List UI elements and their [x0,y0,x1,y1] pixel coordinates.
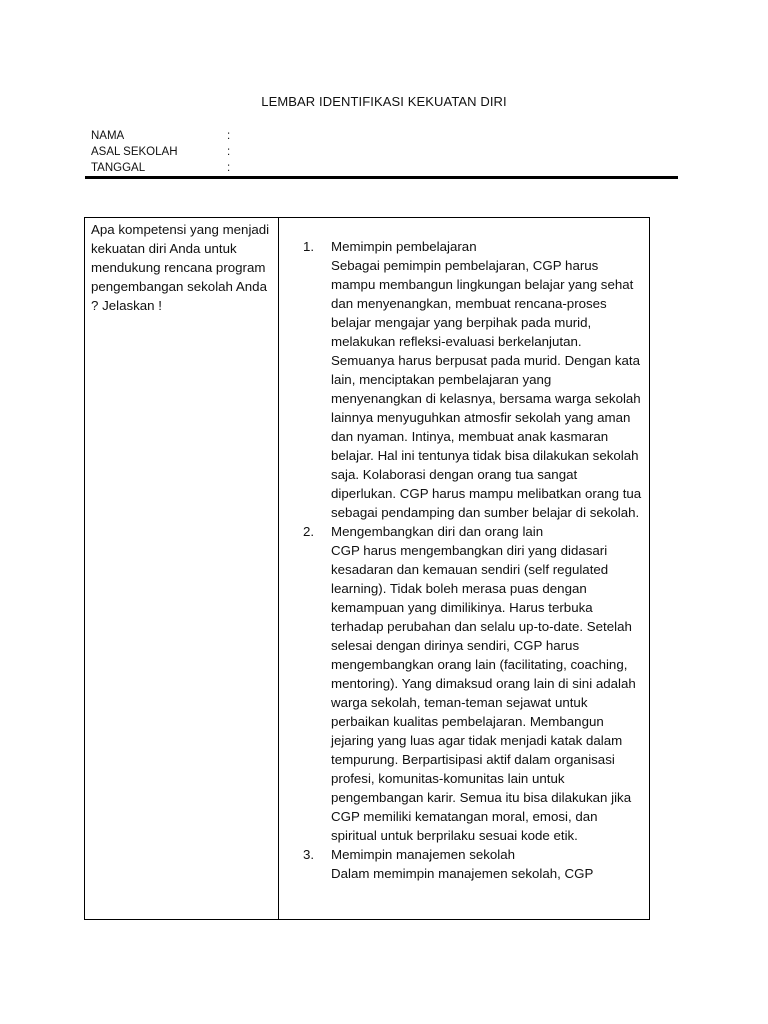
item-number: 3. [303,847,315,862]
item-heading: Mengembangkan diri dan orang lain [331,524,544,539]
question-cell: Apa kompetensi yang menjadi kekuatan diri Anda untuk mendukung rencana program pengembangan sekolah Anda ? Jelaskan ! [85,218,279,919]
list-item [303,237,645,522]
field-label-tanggal: TANGGAL [91,162,146,174]
competency-list [303,237,645,883]
item-body [331,845,643,883]
answer-cell [279,218,649,919]
item-number: 1. [303,239,315,254]
list-item [303,522,645,845]
field-nama [91,128,237,144]
list-item [303,845,645,883]
field-colon-asal-sekolah: : [227,146,231,158]
field-label-asal-sekolah: ASAL SEKOLAH [91,146,178,158]
header-divider [85,176,678,179]
item-heading: Memimpin pembelajaran [331,239,477,254]
answer-table [84,217,650,920]
field-tanggal [91,160,237,176]
item-text: Dalam memimpin manajemen sekolah, CGP [331,866,594,881]
identity-fields [91,128,237,176]
item-heading: Memimpin manajemen sekolah [331,847,516,862]
item-text: CGP harus mengembangkan diri yang didasari kesadaran dan kemauan sendiri (self regulated learning). Tidak boleh merasa puas dengan kemampuan yang dimilikinya. Harus terbuka terhadap perubahan dan selalu up-to-date. Setelah selesai dengan dirinya sendiri, CGP harus mengembangkan orang lain (facilitating, coaching, mentoring). Yang dimaksud orang lain di sini adalah warga sekolah, teman-teman sejawat untuk perbaikan kualitas pembelajaran. Membangun jejaring yang luas agar tidak menjadi katak dalam tempurung. Berpartisipasi aktif dalam organisasi profesi, komunitas-komunitas lain untuk pengembangan karir. Semua itu bisa dilakukan jika CGP memiliki kematangan moral, emosi, dan spiritual untuk berprilaku sesuai kode etik. [331,543,636,843]
field-colon-tanggal: : [227,162,231,174]
item-body [331,522,643,845]
item-text: Sebagai pemimpin pembelajaran, CGP harus mampu membangun lingkungan belajar yang sehat dan menyenangkan, membuat rencana-proses belajar mengajar yang berpihak pada murid, melakukan refleksi-evaluasi berkelanjutan. Semuanya harus berpusat pada murid. Dengan kata lain, menciptakan pembelajaran yang menyenangkan di kelasnya, bersama warga sekolah lainnya menyuguhkan atmosfir sekolah yang aman dan nyaman. Intinya, membuat anak kasmaran belajar. Hal ini tentunya tidak bisa dilakukan sekolah saja. Kolaborasi dengan orang tua sangat diperlukan. CGP harus mampu melibatkan orang tua sebagai pendamping dan sumber belajar di sekolah. [331,258,642,520]
document-title: LEMBAR IDENTIFIKASI KEKUATAN DIRI [261,94,507,109]
field-label-nama: NAMA [91,130,125,142]
item-body [331,237,643,522]
field-colon-nama: : [227,130,231,142]
field-asal-sekolah [91,144,237,160]
item-number: 2. [303,524,315,539]
